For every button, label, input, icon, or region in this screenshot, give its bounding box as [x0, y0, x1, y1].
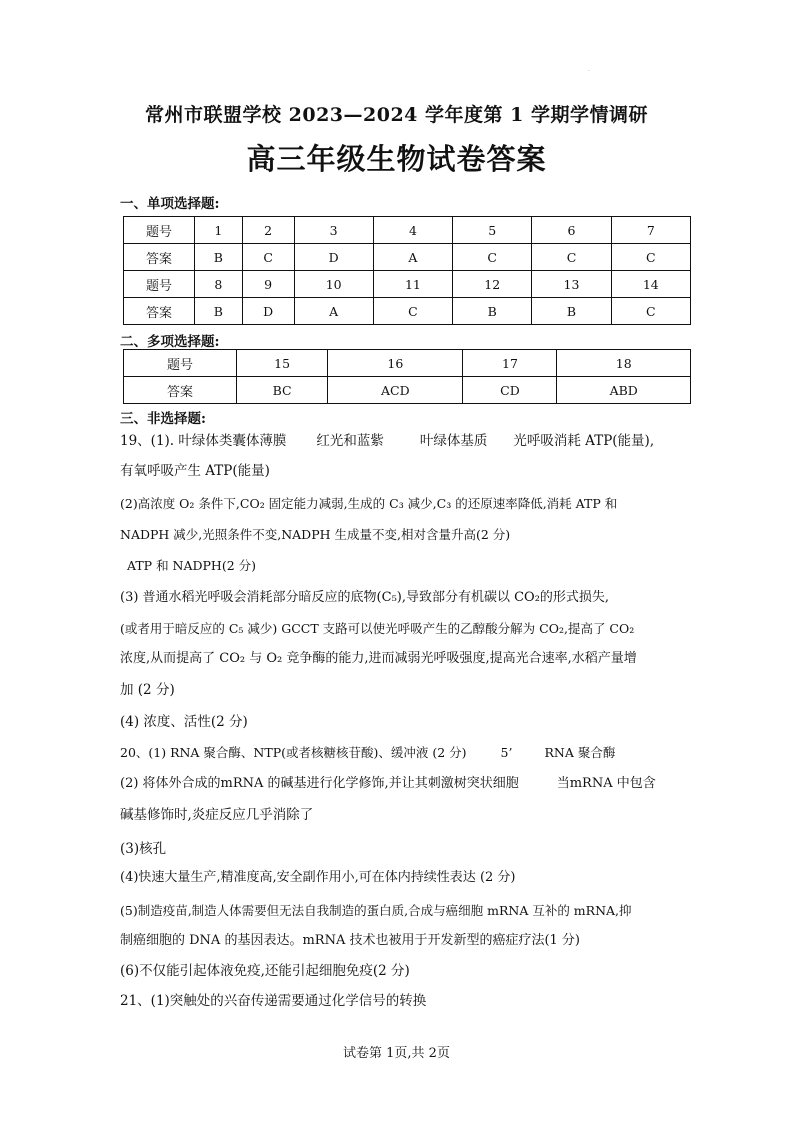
- question-number: 5: [453, 217, 532, 244]
- q19-answer-part: 19、(1). 叶绿体类囊体薄膜: [120, 433, 287, 449]
- question-number: 12: [453, 271, 532, 298]
- question-number: 11: [373, 271, 452, 298]
- section2-heading: 二、多项选择题:: [120, 334, 220, 350]
- question-number: 6: [532, 217, 611, 244]
- q20-answer-part: 20、(1) RNA 聚合酶、NTP(或者核糖核苷酸)、缓冲液 (2 分): [120, 745, 467, 760]
- question-number: 4: [373, 217, 452, 244]
- question-number: 7: [611, 217, 690, 244]
- q19-line4: NADPH 减少,光照条件不变,NADPH 生成量不变,相对含量升高(2 分): [120, 527, 511, 542]
- answer-cell: ABD: [557, 377, 691, 404]
- question-number: 3: [294, 217, 373, 244]
- q19-line9: 加 (2 分): [120, 682, 175, 698]
- question-number: 18: [557, 350, 691, 377]
- answer-cell: C: [373, 298, 452, 325]
- q20-line6: (5)制造疫苗,制造人体需要但无法自我制造的蛋白质,合成与癌细胞 mRNA 互补的 mRNA,抑: [120, 903, 632, 918]
- row-label: 题号: [124, 271, 195, 298]
- question-number: 8: [195, 271, 243, 298]
- answer-cell: B: [532, 298, 611, 325]
- row-label: 答案: [124, 244, 195, 271]
- q19-line3: (2)高浓度 O₂ 条件下,CO₂ 固定能力减弱,生成的 C₃ 减少,C₃ 的还原速率降低,消耗 ATP 和: [120, 496, 618, 511]
- q20-line7: 制癌细胞的 DNA 的基因表达。mRNA 技术也被用于开发新型的癌症疗法(1 分): [120, 933, 581, 948]
- question-number: 9: [242, 271, 294, 298]
- question-number: 2: [242, 217, 294, 244]
- q19-line10: (4) 浓度、活性(2 分): [120, 714, 248, 730]
- single-choice-table: [123, 216, 691, 325]
- q19-line1: [120, 432, 700, 450]
- table-row: [124, 217, 691, 244]
- q19-line5: ATP 和 NADPH(2 分): [127, 558, 257, 573]
- q19-line2: 有氧呼吸产生 ATP(能量): [120, 463, 270, 479]
- table-row: [124, 377, 691, 404]
- q20-line2: [120, 775, 700, 793]
- q19-answer-part: 光呼吸消耗 ATP(能量),: [513, 433, 655, 449]
- speck-mark: .: [588, 66, 590, 73]
- q19-line7: (或者用于暗反应的 C₅ 减少) GCCT 支路可以使光呼吸产生的乙醇酸分解为 CO₂,提高了 CO₂: [120, 621, 635, 636]
- question-number: 17: [463, 350, 557, 377]
- section3-heading: 三、非选择题:: [120, 411, 206, 427]
- answer-cell: C: [611, 298, 690, 325]
- answer-cell: C: [532, 244, 611, 271]
- question-number: 13: [532, 271, 611, 298]
- answer-cell: BC: [237, 377, 328, 404]
- answer-cell: D: [242, 298, 294, 325]
- q20-line8: (6)不仅能引起体液免疫,还能引起细胞免疫(2 分): [120, 963, 410, 979]
- q20-line5: (4)快速大量生产,精准度高,安全副作用小,可在体内持续性表达 (2 分): [120, 870, 516, 885]
- answer-cell: D: [294, 244, 373, 271]
- answer-cell: A: [373, 244, 452, 271]
- q21-line1: 21、(1)突触处的兴奋传递需要通过化学信号的转换: [120, 993, 427, 1009]
- answer-cell: C: [453, 244, 532, 271]
- row-label: 答案: [124, 298, 195, 325]
- row-label: 题号: [124, 217, 195, 244]
- table-row: [124, 244, 691, 271]
- answer-cell: B: [195, 244, 243, 271]
- section1-heading: 一、单项选择题:: [120, 196, 220, 212]
- answer-cell: ACD: [328, 377, 463, 404]
- table-row: [124, 350, 691, 377]
- answer-cell: C: [611, 244, 690, 271]
- q19-line8: 浓度,从而提高了 CO₂ 与 O₂ 竞争酶的能力,进而减弱光呼吸强度,提高光合速率,水稻产量增: [120, 651, 637, 666]
- row-label: 题号: [124, 350, 237, 377]
- table-row: [124, 298, 691, 325]
- q20-answer-part: 5’: [500, 745, 513, 760]
- answer-cell: B: [453, 298, 532, 325]
- q20-answer-part: RNA 聚合酶: [544, 745, 616, 760]
- q20-answer-part: 当mRNA 中包含: [556, 776, 656, 791]
- question-number: 10: [294, 271, 373, 298]
- q19-line6: (3) 普通水稻光呼吸会消耗部分暗反应的底物(C₅),导致部分有机碳以 CO₂的形式损失,: [120, 590, 610, 605]
- row-label: 答案: [124, 377, 237, 404]
- q20-line1: [120, 744, 700, 762]
- q19-answer-part: 红光和蓝紫: [316, 433, 384, 449]
- question-number: 15: [237, 350, 328, 377]
- answer-cell: B: [195, 298, 243, 325]
- q19-answer-part: 叶绿体基质: [419, 433, 488, 449]
- answer-cell: CD: [463, 377, 557, 404]
- table-row: [124, 271, 691, 298]
- answer-cell: C: [242, 244, 294, 271]
- question-number: 14: [611, 271, 690, 298]
- answer-cell: A: [294, 298, 373, 325]
- page-footer: 试卷第 1页,共 2页: [343, 1046, 450, 1061]
- question-number: 16: [328, 350, 463, 377]
- q20-answer-part: (2) 将体外合成的mRNA 的碱基进行化学修饰,并让其刺激树突状细胞: [120, 776, 519, 791]
- question-number: 1: [195, 217, 243, 244]
- multiple-choice-table: [123, 349, 691, 404]
- q20-line4: (3)核孔: [120, 841, 167, 857]
- q20-line3: 碱基修饰时,炎症反应几乎消除了: [120, 807, 314, 823]
- exam-subtitle: 高三年级生物试卷答案: [246, 142, 547, 176]
- exam-title: 常州市联盟学校 2023—2024 学年度第 1 学期学情调研: [145, 104, 648, 126]
